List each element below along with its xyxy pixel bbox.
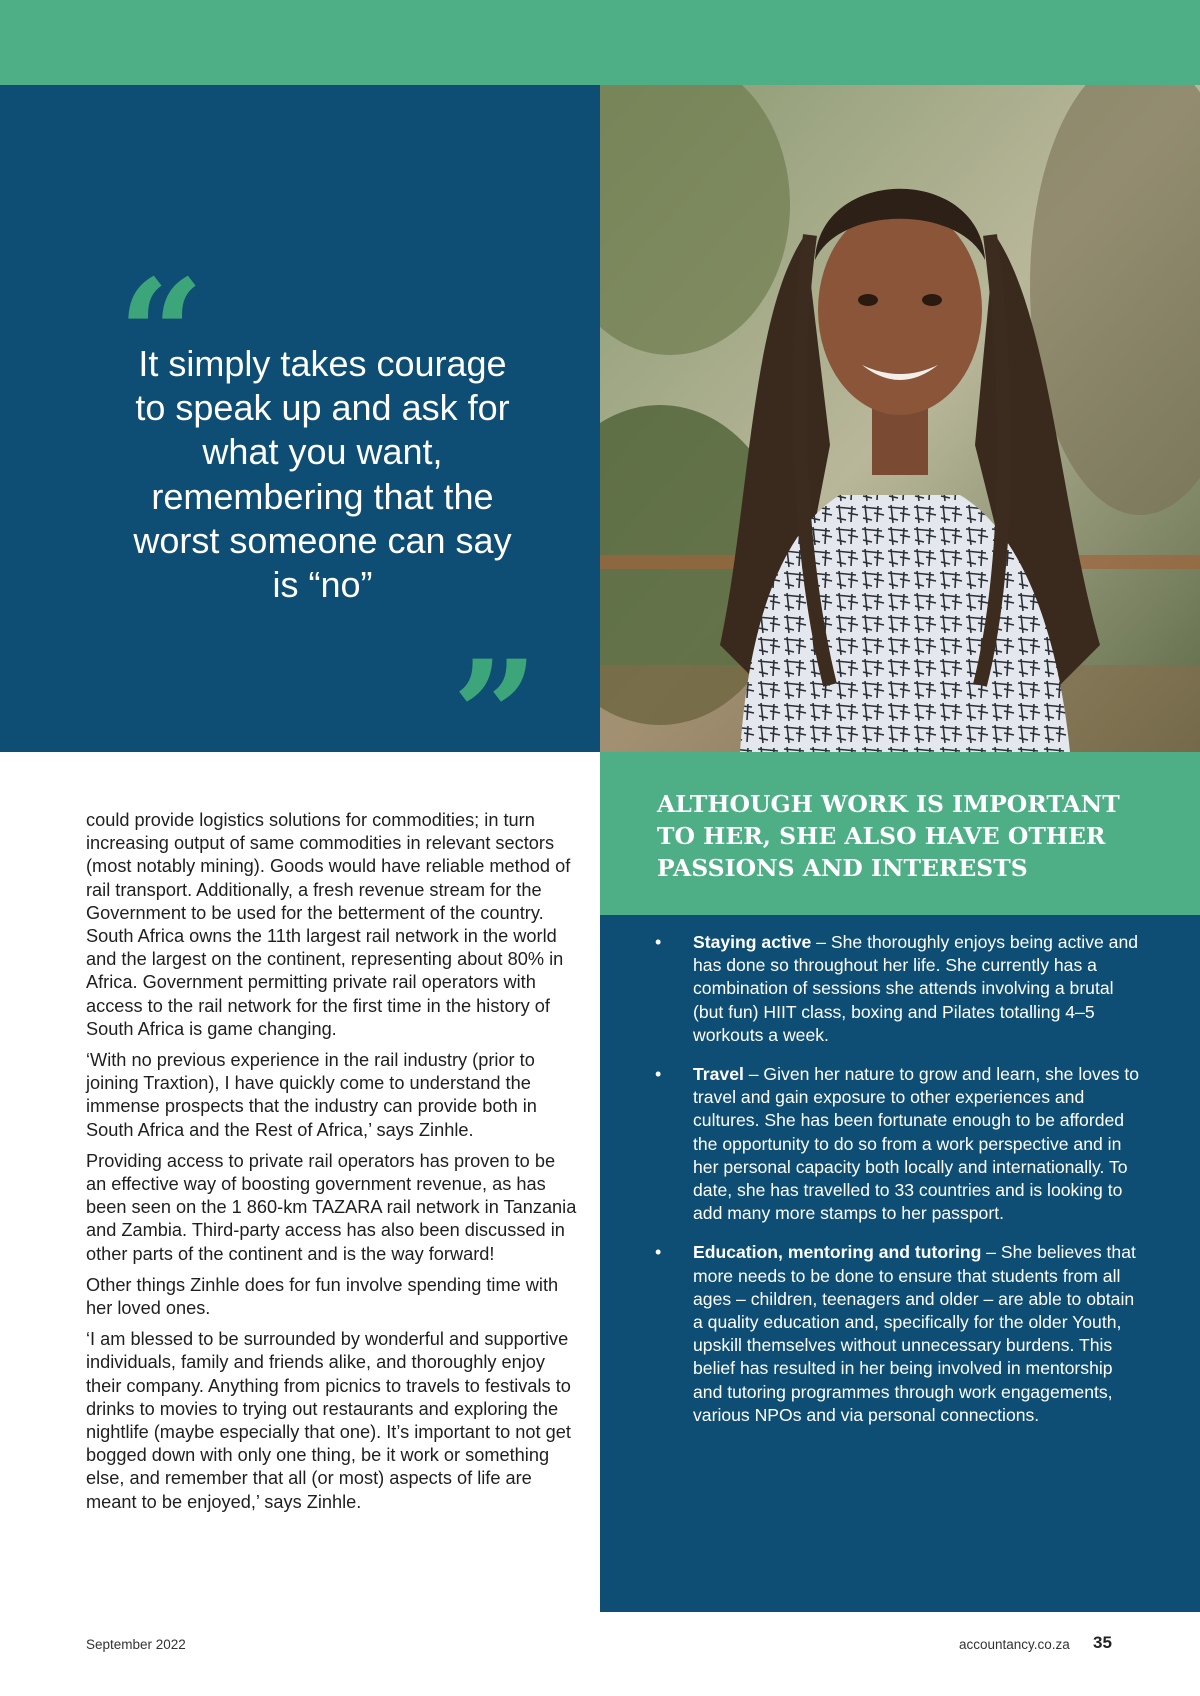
pull-quote-panel	[0, 85, 600, 804]
list-item-text: – Given her nature to grow and learn, she loves to travel and gain exposure to other experiences and cultures. She has been fortunate enough to be afforded the opportunity to do so from a work perspective and in her personal capacity both locally and internationally. To date, she has travelled to 33 countries and is looking to add many more stamps to her passport.	[693, 1064, 1139, 1224]
portrait-photo	[600, 85, 1200, 752]
article-body	[86, 809, 578, 1522]
sidebar-heading-panel	[600, 752, 1200, 915]
list-item-title: Education, mentoring and tutoring	[693, 1242, 982, 1263]
list-item-text: – She believes that more needs to be done to ensure that students from all ages – children, teenagers and older – are able to obtain a quality education and, specifically for the older Youth, upskill themselves without unnecessary burdens. This belief has resulted in her being involved in mentorship and tutoring programmes through work engagements, various NPOs and via personal connections.	[693, 1242, 1136, 1425]
page-number: 35	[1093, 1633, 1112, 1652]
sidebar-panel	[600, 915, 1200, 1612]
body-paragraph: Providing access to private rail operators has proven to be an effective way of boosting government revenue, as has been seen on the 1 860-km TAZARA rail network in Tanzania and Zambia. Third-party access has also been discussed in other parts of the continent and is the way forward!	[86, 1150, 577, 1264]
bullet-icon: •	[655, 1242, 662, 1263]
top-color-band	[0, 0, 1200, 85]
interests-list	[655, 931, 1145, 1443]
pull-quote-text: It simply takes courage to speak up and ask for what you want, remembering that the worst someone can say is “no”	[133, 343, 512, 606]
sidebar-heading: ALTHOUGH WORK IS IMPORTANT TO HER, SHE ALSO HAVE OTHER PASSIONS AND INTERESTS	[657, 790, 1120, 882]
body-paragraph: ‘I am blessed to be surrounded by wonderful and supportive individuals, family and friends alike, and thoroughly enjoy their company. Anything from picnics to travels to festivals to drinks to movies to trying out restaurants and exploring the nightlife (maybe especially that one). It’s important to not get bogged down with only one thing, be it work or something else, and remember that all (or most) aspects of life are meant to be enjoyed,’ says Zinhle.	[86, 1329, 571, 1512]
list-item	[655, 1241, 1145, 1427]
list-item	[655, 931, 1145, 1047]
portrait-illustration	[600, 85, 1200, 752]
body-paragraph: Other things Zinhle does for fun involve spending time with her loved ones.	[86, 1274, 559, 1319]
close-quote-icon: ”	[452, 628, 539, 804]
footer-website: accountancy.co.za	[959, 1637, 1070, 1652]
list-item-title: Staying active	[693, 932, 812, 952]
body-paragraph: ‘With no previous experience in the rail industry (prior to joining Traxtion), I have quickly come to understand the immense prospects that the industry can provide both in South Africa and the Rest of Africa,’ says Zinhle.	[86, 1050, 537, 1140]
list-item	[655, 1063, 1145, 1225]
list-item-text: – She thoroughly enjoys being active and has done so throughout her life. She currently has a combination of sessions she attends involving a brutal (but fun) HIIT class, boxing and Pilates totalling 4–5 workouts a week.	[693, 932, 1139, 1045]
footer-date: September 2022	[86, 1637, 186, 1652]
bullet-icon: •	[655, 1064, 662, 1085]
open-quote-icon: “	[118, 247, 205, 423]
bullet-icon: •	[655, 932, 662, 952]
list-item-title: Travel	[693, 1064, 744, 1085]
body-paragraph: could provide logistics solutions for commodities; in turn increasing output of same commodities in relevant sectors (most notably mining). Goods would have reliable method of rail transport. Additionally, a fresh revenue stream for the Government to be used for the betterment of the country. South Africa owns the 11th largest rail network in the world and the largest on the continent, representing about 80% in Africa. Government permitting private rail operators with access to the rail network for the first time in the history of South Africa is game changing.	[86, 810, 571, 1039]
